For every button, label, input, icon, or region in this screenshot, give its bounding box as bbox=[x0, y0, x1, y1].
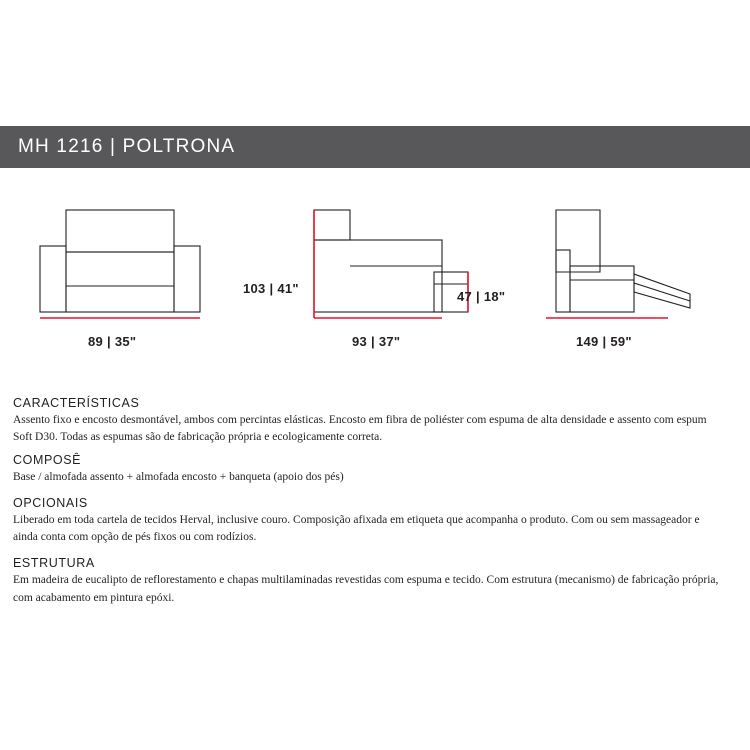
technical-drawings bbox=[0, 168, 750, 368]
front-view-dimension-label: 89 | 35" bbox=[88, 334, 137, 349]
section-heading: OPCIONAIS bbox=[13, 495, 88, 510]
specification-text bbox=[13, 396, 725, 613]
section-estrutura bbox=[13, 556, 725, 607]
page-title-bar bbox=[0, 126, 750, 168]
reclined-view-drawing bbox=[556, 210, 690, 312]
side-view-seat-height-label: 47 | 18" bbox=[457, 289, 506, 304]
page-title: MH 1216 | POLTRONA bbox=[18, 136, 236, 157]
section-body: Base / almofada assento + almofada encosto + banqueta (apoio dos pés) bbox=[13, 470, 344, 483]
section-body: Em madeira de eucalipto de reflorestamento e chapas multilaminadas revestidas com espuma e tecido. Com estrutura (mecanismo) de fabricação própria, com acabamento em pintura epóxi. bbox=[13, 574, 719, 604]
side-view-width-label: 93 | 37" bbox=[352, 334, 401, 349]
reclined-view-dimension-label: 149 | 59" bbox=[576, 334, 632, 349]
section-opcionais bbox=[13, 496, 725, 547]
section-heading: ESTRUTURA bbox=[13, 556, 95, 571]
section-caracteristicas bbox=[13, 396, 725, 447]
section-heading: COMPOSÊ bbox=[13, 452, 82, 467]
front-view-drawing bbox=[40, 210, 200, 312]
section-compose bbox=[13, 453, 725, 486]
section-body: Liberado em toda cartela de tecidos Herval, inclusive couro. Composição afixada em etiqueta que acompanha o produto. Com ou sem massageador e ainda conta com opção de pés fixos ou com rodízios. bbox=[13, 513, 700, 543]
side-view-drawing bbox=[314, 210, 468, 312]
section-body: Assento fixo e encosto desmontável, ambos com percintas elásticas. Encosto em fibra de poliéster com espuma de alta densidade e assento com espum Soft D30. Todas as espumas são de fabricação própria e ecologicamente correta. bbox=[13, 414, 707, 444]
section-heading: CARACTERÍSTICAS bbox=[13, 396, 140, 410]
side-view-height-label: 103 | 41" bbox=[243, 281, 299, 296]
